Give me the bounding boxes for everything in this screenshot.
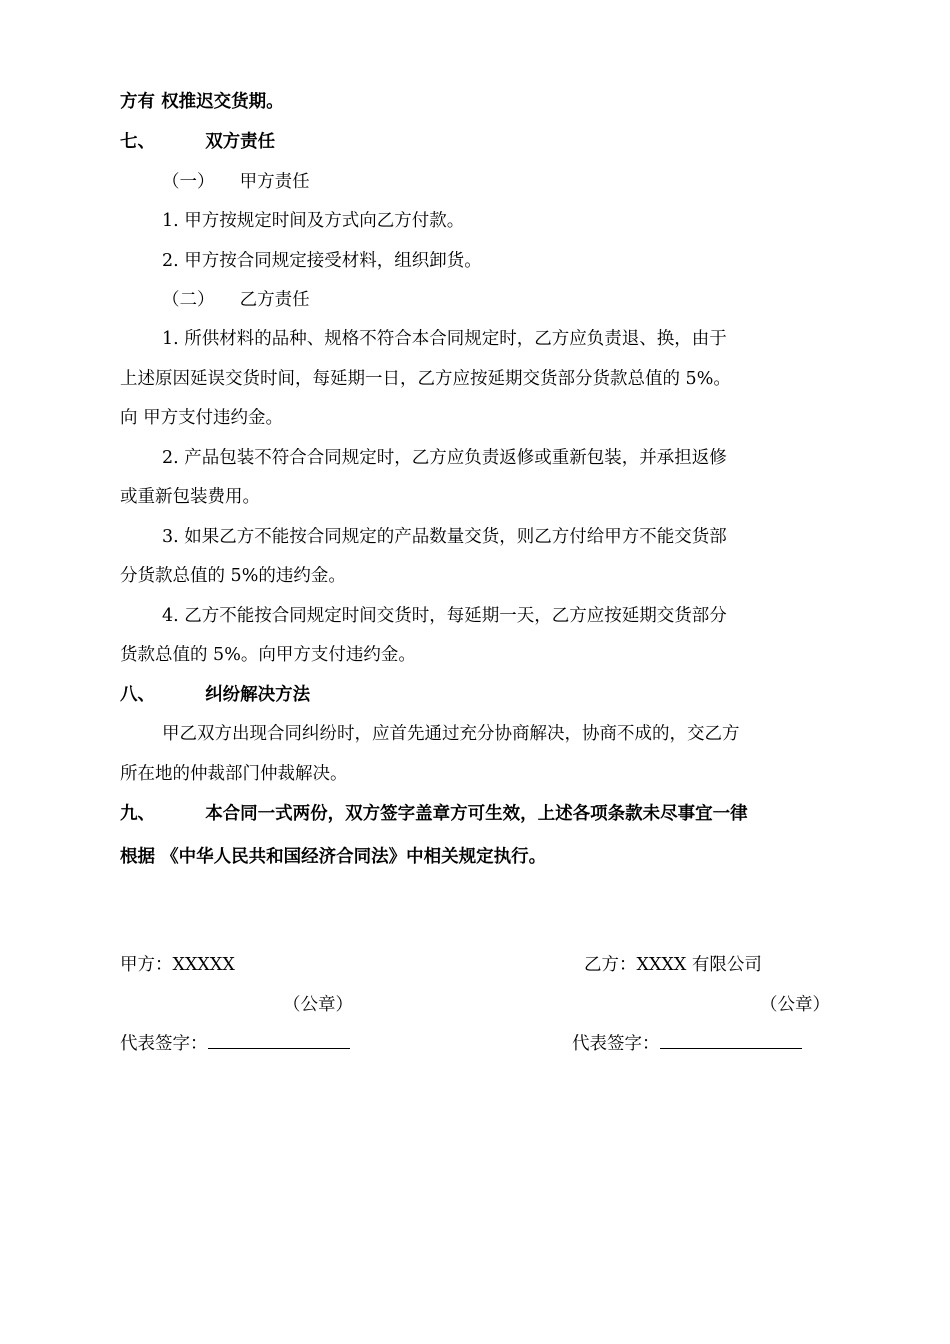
party-a-label: 甲方：XXXXX bbox=[120, 955, 235, 975]
section-9-line2: 根据 《中华人民共和国经济合同法》中相关规定执行。 bbox=[120, 847, 547, 867]
section-9-number: 九、 bbox=[120, 804, 155, 824]
clause-b1-line2: 上述原因延误交货时间，每延期一日，乙方应按延期交货部分货款总值的 5%。 bbox=[120, 369, 731, 389]
party-a-signature bbox=[120, 1032, 350, 1056]
section-8-title: 纠纷解决方法 bbox=[205, 685, 311, 705]
party-a-seal: （公章） bbox=[283, 995, 353, 1015]
subsection-2-number: （二） bbox=[162, 290, 215, 310]
clause-b3-line1: 3. 如果乙方不能按合同规定的产品数量交货，则乙方付给甲方不能交货部 bbox=[162, 527, 727, 547]
subsection-2-heading bbox=[162, 288, 310, 312]
clause-a1: 1. 甲方按规定时间及方式向乙方付款。 bbox=[162, 211, 465, 231]
clause-b4-line1: 4. 乙方不能按合同规定时间交货时，每延期一天，乙方应按延期交货部分 bbox=[162, 606, 727, 626]
section-9-line1 bbox=[120, 802, 748, 826]
clause-b1-line1: 1. 所供材料的品种、规格不符合本合同规定时，乙方应负责退、换，由于 bbox=[162, 329, 727, 349]
clause-b2-line2: 或重新包装费用。 bbox=[120, 487, 260, 507]
section-7-title: 双方责任 bbox=[205, 132, 276, 152]
paragraph-continuation: 方有 权推迟交货期。 bbox=[120, 92, 284, 112]
party-b-signature bbox=[572, 1032, 802, 1056]
section-8-heading bbox=[120, 683, 310, 707]
clause-b4-line2: 货款总值的 5%。向甲方支付违约金。 bbox=[120, 645, 416, 665]
clause-b2-line1: 2. 产品包装不符合合同规定时，乙方应负责返修或重新包装，并承担返修 bbox=[162, 448, 727, 468]
party-b-rep-label: 代表签字： bbox=[572, 1034, 660, 1054]
subsection-1-number: （一） bbox=[162, 172, 215, 192]
clause-a2: 2. 甲方按合同规定接受材料，组织卸货。 bbox=[162, 251, 482, 271]
subsection-1-title: 甲方责任 bbox=[239, 172, 310, 192]
section-7-heading bbox=[120, 130, 275, 154]
party-b-seal: （公章） bbox=[760, 995, 830, 1015]
section-7-number: 七、 bbox=[120, 132, 155, 152]
party-a-signature-line[interactable] bbox=[208, 1034, 350, 1049]
clause-b1-line3: 向 甲方支付违约金。 bbox=[120, 408, 284, 428]
section-8-line2: 所在地的仲裁部门仲裁解决。 bbox=[120, 764, 348, 784]
subsection-2-title: 乙方责任 bbox=[239, 290, 310, 310]
section-9-text: 本合同一式两份，双方签字盖章方可生效，上述各项条款未尽事宜一律 bbox=[205, 804, 748, 824]
section-8-line1: 甲乙双方出现合同纠纷时，应首先通过充分协商解决，协商不成的，交乙方 bbox=[162, 724, 740, 744]
section-8-number: 八、 bbox=[120, 685, 155, 705]
party-b-signature-line[interactable] bbox=[660, 1034, 802, 1049]
party-a-rep-label: 代表签字： bbox=[120, 1034, 208, 1054]
party-b-label: 乙方：XXXX 有限公司 bbox=[584, 955, 762, 975]
clause-b3-line2: 分货款总值的 5%的违约金。 bbox=[120, 566, 346, 586]
subsection-1-heading bbox=[162, 170, 310, 194]
